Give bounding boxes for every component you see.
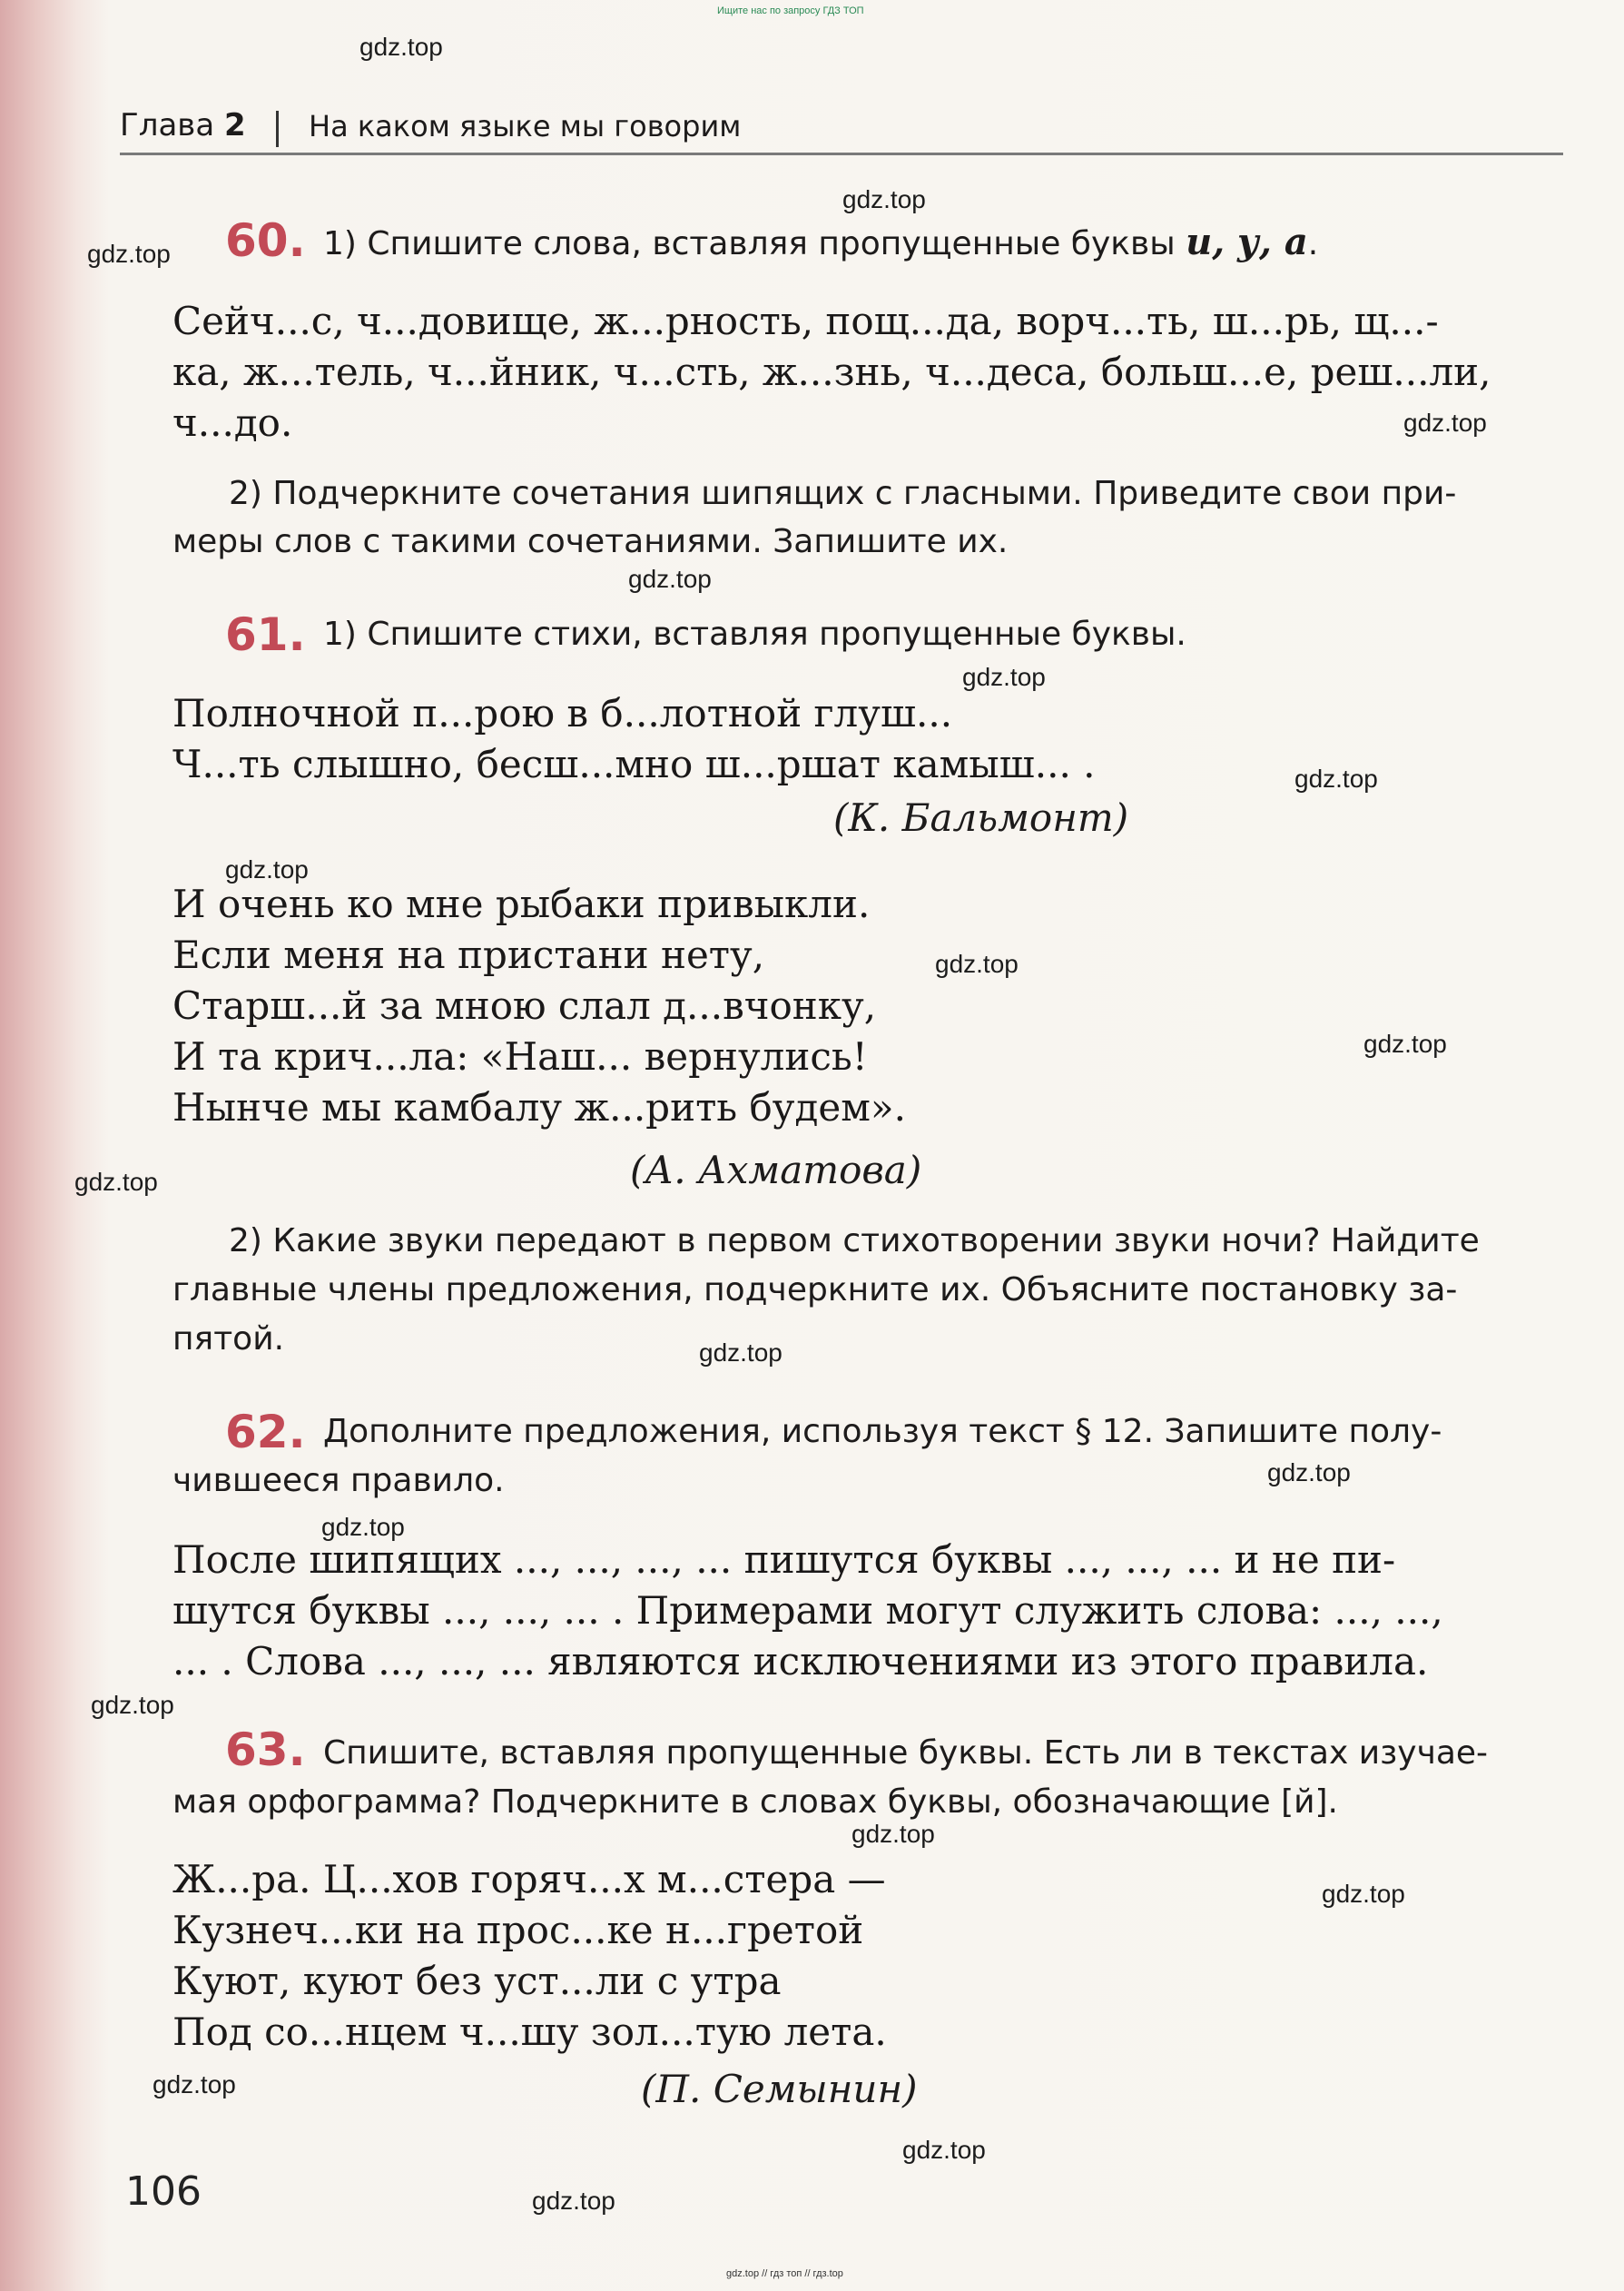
- exercise-61-poem1-line-2: Ч...ть слышно, бесш...мно ш...ршат камыш... .: [172, 742, 1096, 786]
- exercise-61-poem2-line-1: И очень ко мне рыбаки привыкли.: [172, 882, 871, 926]
- chapter-header: [120, 107, 1563, 158]
- site-watermark: gdz.top: [851, 1820, 935, 1848]
- site-watermark: gdz.top: [532, 2187, 615, 2215]
- top-banner-watermark: Ищите нас по запросу ГДЗ ТОП: [717, 5, 864, 16]
- exercise-60-number: 60.: [225, 214, 306, 267]
- site-watermark: gdz.top: [962, 663, 1046, 691]
- header-rule: [120, 153, 1563, 155]
- exercise-61-author-2: (А. Ахматова): [630, 1148, 922, 1192]
- exercise-61-poem2-line-4: И та крич...ла: «Наш... вернулись!: [172, 1034, 868, 1079]
- exercise-61-task-1: 1) Спишите стихи, вставляя пропущенные буквы.: [323, 616, 1186, 653]
- site-watermark: gdz.top: [1363, 1030, 1447, 1058]
- exercise-60-words-line-2: ка, ж...тель, ч...йник, ч...сть, ж...знь, ч...деса, больш...е, реш...ли,: [172, 350, 1491, 394]
- site-watermark: gdz.top: [935, 950, 1019, 978]
- exercise-63-poem-line-3: Куют, куют без уст...ли с утра: [172, 1959, 782, 2003]
- exercise-61-number: 61.: [225, 608, 306, 661]
- exercise-60-task-2-line-2: меры слов с такими сочетаниями. Запишите их.: [172, 523, 1009, 560]
- exercise-61-poem1-line-1: Полночной п...рою в б...лотной глуш...: [172, 691, 953, 736]
- site-watermark: gdz.top: [1403, 409, 1487, 437]
- exercise-62-number: 62.: [225, 1406, 306, 1458]
- exercise-62-task-line-1: Дополните предложения, используя текст § 12. Запишите полу-: [323, 1413, 1442, 1450]
- exercise-61-poem2-line-5: Нынче мы камбалу ж...рить будем».: [172, 1085, 906, 1130]
- exercise-61-task-2-line-2: главные члены предложения, подчеркните их. Объясните постановку за-: [172, 1271, 1458, 1308]
- exercise-61-task-2-line-3: пятой.: [172, 1320, 285, 1358]
- site-watermark: gdz.top: [842, 185, 926, 213]
- exercise-60-task-1: 1) Спишите слова, вставляя пропущенные буквы и, у, а.: [323, 221, 1319, 263]
- exercise-63-poem-line-1: Ж...ра. Ц...хов горяч...х м...стера —: [172, 1857, 886, 1901]
- exercise-61-author-1: (К. Бальмонт): [833, 795, 1129, 840]
- exercise-61-poem2-line-2: Если меня на пристани нету,: [172, 933, 765, 977]
- chapter-label: Глава 2: [120, 107, 246, 143]
- exercise-63-number: 63.: [225, 1723, 306, 1776]
- exercise-63-author: (П. Семынин): [641, 2067, 918, 2111]
- site-watermark: gdz.top: [87, 240, 171, 268]
- page-number: 106: [125, 2168, 202, 2215]
- exercise-60-letters: и, у, а: [1186, 221, 1308, 263]
- site-watermark: gdz.top: [321, 1513, 405, 1541]
- exercise-63-poem-line-2: Кузнеч...ки на прос...ке н...гретой: [172, 1908, 864, 1952]
- exercise-62-rule-line-3: ... . Слова ..., ..., ... являются исключениями из этого правила.: [172, 1639, 1429, 1684]
- site-watermark: gdz.top: [1267, 1458, 1351, 1486]
- bottom-banner-watermark: gdz.top // гдз топ // гдз.top: [726, 2268, 843, 2279]
- exercise-62-rule-line-1: После шипящих ..., ..., ..., ... пишутся буквы ..., ..., ... и не пи-: [172, 1537, 1396, 1582]
- exercise-63-task-line-2: мая орфограмма? Подчеркните в словах буквы, обозначающие [й].: [172, 1783, 1338, 1821]
- header-separator: [276, 111, 279, 147]
- exercise-61-task-2-line-1: 2) Какие звуки передают в первом стихотворении звуки ночи? Найдите: [229, 1222, 1480, 1259]
- chapter-number: 2: [224, 107, 246, 143]
- site-watermark: gdz.top: [1294, 765, 1378, 793]
- site-watermark: gdz.top: [153, 2070, 236, 2098]
- exercise-62-task-line-2: чившееся правило.: [172, 1462, 505, 1499]
- exercise-60-task-2-line-1: 2) Подчеркните сочетания шипящих с гласными. Приведите свои при-: [229, 475, 1457, 512]
- exercise-60-words-line-3: ч...до.: [172, 400, 293, 445]
- chapter-title: На каком языке мы говорим: [309, 109, 742, 143]
- site-watermark: gdz.top: [359, 33, 443, 61]
- exercise-63-poem-line-4: Под со...нцем ч...шу зол...тую лета.: [172, 2010, 887, 2054]
- site-watermark: gdz.top: [699, 1338, 782, 1367]
- site-watermark: gdz.top: [225, 855, 309, 884]
- exercise-62-rule-line-2: шутся буквы ..., ..., ... . Примерами могут служить слова: ..., ...,: [172, 1588, 1443, 1633]
- site-watermark: gdz.top: [91, 1691, 174, 1719]
- site-watermark: gdz.top: [628, 565, 712, 593]
- exercise-60-words-line-1: Сейч...с, ч...довище, ж...рность, пощ...да, ворч...ть, ш...рь, щ...-: [172, 299, 1439, 343]
- site-watermark: gdz.top: [1322, 1880, 1405, 1908]
- exercise-61-poem2-line-3: Старш...й за мною слал д...вчонку,: [172, 983, 877, 1028]
- site-watermark: gdz.top: [74, 1168, 158, 1196]
- site-watermark: gdz.top: [902, 2136, 986, 2164]
- exercise-63-task-line-1: Спишите, вставляя пропущенные буквы. Есть ли в текстах изучае-: [323, 1734, 1489, 1772]
